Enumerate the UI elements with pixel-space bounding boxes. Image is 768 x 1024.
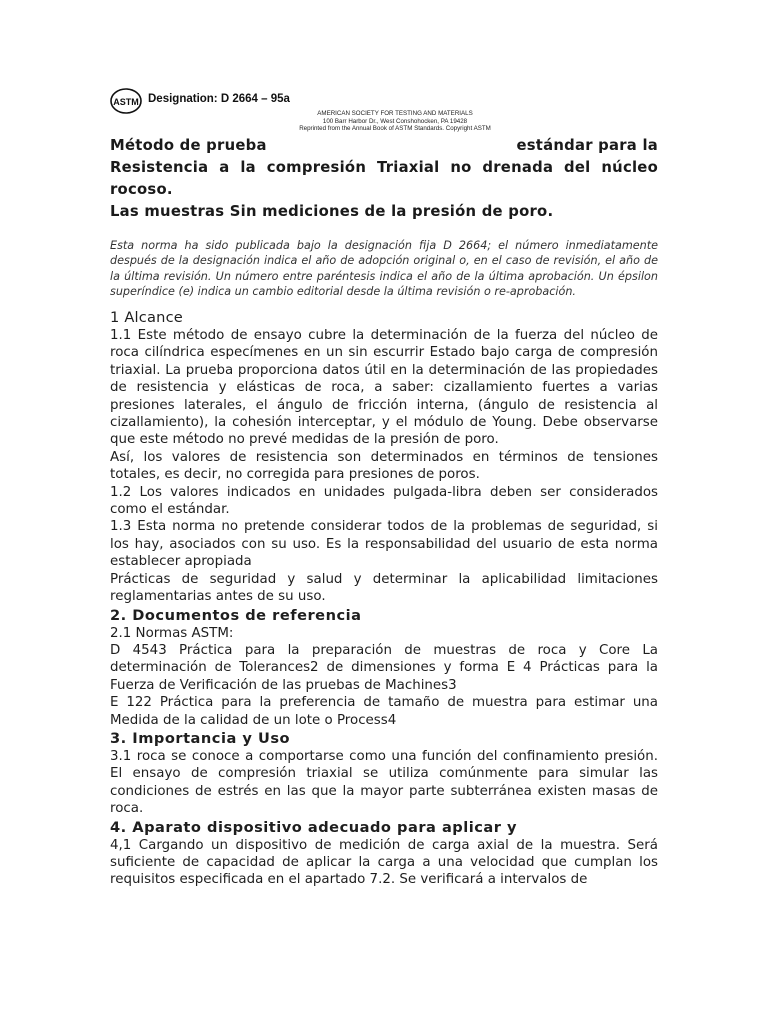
publisher-address: 100 Barr Harbor Dr., West Conshohocken, PA 19428 [322, 117, 468, 125]
paragraph: 2.1 Normas ASTM: [110, 625, 234, 641]
paragraph: 1.3 Esta norma no pretende considerar todos de la problemas de seguridad, si los hay, asociados con su uso. Es la responsabilidad del usuario de esta norma establecer apropiada [110, 519, 658, 570]
paragraph: 1.1 Este método de ensayo cubre la determinación de la fuerza del núcleo de roca cilíndrica especímenes en un sin escurrir Estado bajo carga de compresión triaxial. La prueba proporciona datos útil en la determinación de las propiedades de resistencia y elásticas de roca, a saber: cizallamiento fuertes a varias presiones laterales, el ángulo de fricción interna, (ángulo de resistencia al cizallamiento), la cohesión interceptar, y el módulo de Young. Debe observarse que este método no prevé medidas de la presión de poro. [110, 328, 658, 448]
paragraph: Así, los valores de resistencia son determinados en términos de tensiones totales, es decir, no corregida para presiones de poros. [110, 449, 658, 483]
section-heading-importancia: 3. Importancia y Uso [110, 729, 291, 747]
astm-logo-icon [110, 88, 142, 114]
paragraph: Prácticas de seguridad y salud y determinar la aplicabilidad limitaciones reglamentarias antes de su uso. [110, 571, 658, 605]
title-line-4: Las muestras Sin mediciones de la presión de poro. [110, 203, 554, 220]
section-heading-documentos: 2. Documentos de referencia [110, 606, 362, 624]
paragraph: D 4543 Práctica para la preparación de muestras de roca y Core La determinación de Tolerances2 de dimensiones y forma E 4 Prácticas para la Fuerza de Verificación de las pruebas de Machines3 [110, 642, 658, 693]
section-heading-alcance: 1 Alcance [110, 309, 183, 326]
paragraph: 4,1 Cargando un dispositivo de medición de carga axial de la muestra. Será suficiente de capacidad de aplicar la carga a una velocidad que cumplan los requisitos especificada en el apartado 7.2. Se verificará a intervalos de [110, 837, 658, 888]
paragraph: E 122 Práctica para la preferencia de tamaño de muestra para estimar una Medida de la calidad de un lote o Process4 [110, 695, 658, 728]
publisher-copyright: Reprinted from the Annual Book of ASTM Standards. Copyright ASTM [299, 125, 491, 133]
standard-notice: Esta norma ha sido publicada bajo la designación fija D 2664; el número inmediatamente después de la designación indica el año de adopción original o, en el caso de revisión, el año de la última revisión. Un número entre paréntesis indica el año de la última aprobación. Un épsilon superíndice (e) indica un cambio editorial desde la última revisión o re-aprobación. [110, 239, 658, 299]
paragraph: 3.1 roca se conoce a comportarse como una función del confinamiento presión. El ensayo de compresión triaxial se utiliza comúnmente para simular las condiciones de estrés en las que la mayor parte subterránea existen masas de roca. [110, 748, 658, 817]
title-line-1-right: estándar para la [516, 137, 658, 154]
title-line-1 [110, 135, 658, 157]
designation-label: Designation: D 2664 – 95a [148, 93, 290, 105]
section-heading-aparato: 4. Aparato dispositivo adecuado para aplicar y [110, 818, 518, 836]
title-line-1-left: Método de prueba [110, 137, 267, 154]
title-line-2: Resistencia a la compresión Triaxial no drenada del núcleo [110, 159, 658, 176]
publisher-info [250, 110, 540, 133]
document-title [110, 135, 658, 223]
document-body [110, 308, 658, 889]
publisher-name: AMERICAN SOCIETY FOR TESTING AND MATERIALS [317, 110, 473, 117]
title-line-3: rocoso. [110, 181, 173, 198]
paragraph: 1.2 Los valores indicados en unidades pulgada-libra deben ser considerados como el estándar. [110, 484, 658, 518]
svg-text:ASTM: ASTM [113, 97, 139, 107]
